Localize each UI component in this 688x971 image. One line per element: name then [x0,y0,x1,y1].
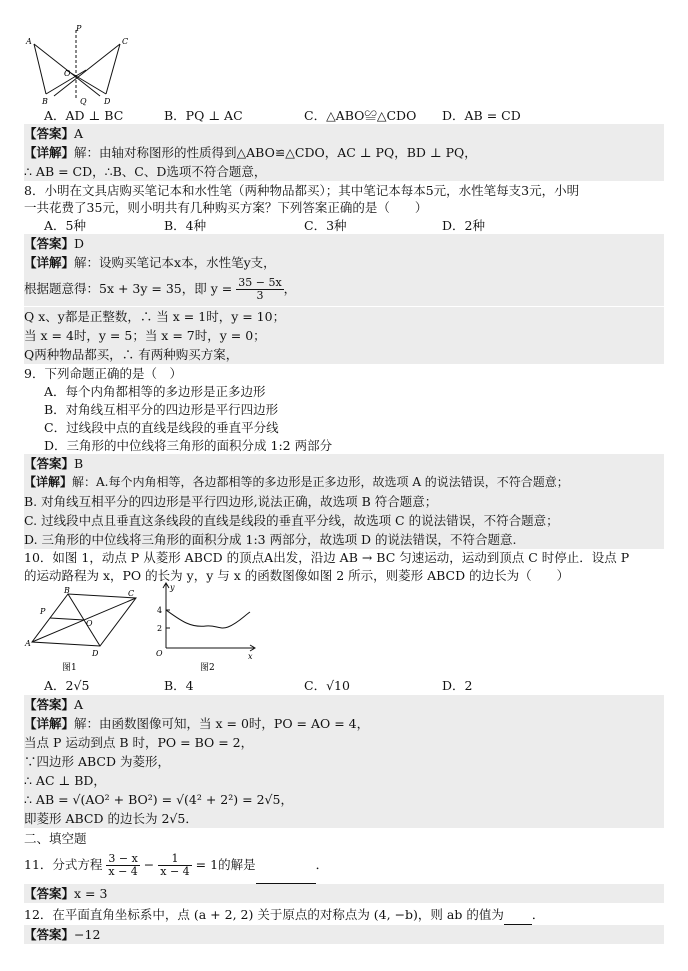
q7-label-B: B [42,97,48,106]
q9-option-d: D．三角形的中位线将三角形的面积分成 1:2 两部分 [44,438,333,453]
q7-label-O: O [64,69,71,78]
q8-option-d: D．2种 [442,218,485,233]
fig1-caption: 图1 [62,663,77,673]
q12-answer [24,925,664,944]
answer-label: 【答案】 [24,456,75,471]
answer-value: x = 3 [74,886,108,901]
fig2-axis-x: x [248,652,253,661]
q12-stem-text: 12．在平面直角坐标系中，点 (a + 2, 2) 关于原点的对称点为 (4, −b)，则 ab 的值为 [24,907,504,922]
fig1-label-D: D [92,649,99,658]
q9-detail-2: B. 对角线互相平分的四边形是平行四边形,说法正确，故选项 B 符合题意； [24,492,664,511]
detail-text: 解：设购买笔记本x本，水性笔y支， [74,255,276,270]
q10-option-d: D．2 [442,678,473,693]
q7-figure [24,24,144,106]
q10-detail-4: ∴ AC ⊥ BD， [24,771,664,790]
minus-sign: − [143,857,155,872]
q11-stem-text: = 1的解是 [195,857,256,872]
detail-label: 【详解】 [24,716,75,731]
q8-detail-2 [24,272,664,306]
q9-detail-3: C. 过线段中点且垂直这条线段的直线是线段的垂直平分线，故选项 C 的说法错误，不符合题意； [24,511,664,530]
q8-stem-1: 8．小明在文具店购买笔记本和水性笔（两种物品都买）；其中笔记本每本5元，水性笔每支3元，小明 [24,183,580,198]
fraction [236,277,283,302]
q7-detail-2: ∴ AB = CD，∴B、C、D选项不符合题意， [24,162,664,181]
section-heading: 二、填空题 [24,831,87,846]
q8-stem-2: 一共花费了35元，则小明共有几种购买方案？下列答案正确的是（ ） [24,200,428,215]
fraction-denominator: 3 [256,289,264,302]
q10-detail-1 [24,714,664,733]
fraction-numerator: 3 − x [108,852,138,865]
fig1-label-O: O [86,619,93,628]
q11-fraction-2 [158,853,191,878]
fig2-tick-2: 2 [157,624,163,633]
q7-option-c: C．△ABO≌△CDO [304,108,417,123]
q9-detail-4: D. 三角形的中位线将三角形的面积分成 1:3 两部分，故选项 D 的说法错误，不符合题意. [24,530,664,549]
answer-label: 【答案】 [24,126,75,141]
q7-label-C: C [122,37,129,46]
q12-stem-end: ． [531,907,545,922]
fig1-label-C: C [128,589,135,598]
q8-answer [24,234,664,253]
q10-detail-3: ∵四边形 ABCD 为菱形， [24,752,664,771]
fig1-label-A: A [25,639,31,648]
q11-stem [24,847,328,883]
q8-detail-3: Q x、y都是正整数，∴ 当 x = 1时，y = 10； [24,307,664,326]
q10-stem-2: 的运动路程为 x，PO 的长为 y，y 与 x 的函数图像如图 2 所示，则菱形 ABCD 的边长为（ ） [24,568,570,583]
q7-label-P: P [76,24,82,33]
q10-stem-1: 10．如图 1，动点 P 从菱形 ABCD 的顶点A出发，沿边 AB → BC 匀速运动，运动到顶点 C 时停止．设点 P [24,550,630,565]
q9-option-c: C．过线段中点的直线是线段的垂直平分线 [44,420,279,435]
fig2-tick-4: 4 [157,606,163,615]
q9-option-b: B．对角线互相平分的四边形是平行四边形 [44,402,279,417]
q8-option-b: B．4种 [164,218,207,233]
answer-label: 【答案】 [24,927,75,942]
q7-option-b: B．PQ ⊥ AC [164,108,243,123]
q7-answer [24,124,664,143]
q10-option-c: C．√10 [304,678,350,693]
fig1-label-B: B [64,586,70,595]
answer-blank [256,847,316,884]
fraction-numerator: 35 − 5x [238,276,282,289]
q10-figure-1 [24,584,154,676]
q10-answer [24,695,664,714]
q11-stem-text: 11．分式方程 [24,857,103,872]
fig2-origin: O [156,649,163,658]
q8-option-c: C．3种 [304,218,347,233]
detail-label: 【详解】 [24,475,73,489]
q9-option-a: A．每个内角都相等的多边形是正多边形 [44,384,266,399]
q7-detail-1 [24,143,664,162]
answer-value: B [74,456,84,471]
q9-answer [24,454,664,473]
q8-detail-4: 当 x = 4时，y = 5；当 x = 7时，y = 0； [24,326,664,345]
q11-stem-end: ． [315,857,329,872]
detail-text: ， [283,281,297,296]
answer-label: 【答案】 [24,236,75,251]
fraction-numerator: 1 [158,853,191,866]
answer-value: D [74,236,85,251]
detail-label: 【详解】 [24,255,75,270]
answer-label: 【答案】 [24,886,75,901]
q12-stem [24,905,544,925]
detail-text: 解：由轴对称图形的性质得到△ABO≌△CDO，AC ⊥ PQ，BD ⊥ PQ， [74,145,477,160]
answer-value: A [74,697,84,712]
detail-text: 解：A.每个内角相等，各边都相等的多边形是正多边形，故选项 A 的说法错误，不符合题意； [72,475,569,489]
q7-option-d: D．AB = CD [442,108,521,123]
q7-label-A: A [26,37,32,46]
answer-blank [504,905,532,925]
q11-fraction-1 [106,853,139,878]
q8-option-a: A．5种 [44,218,86,233]
q9-stem: 9．下列命题正确的是（ ） [24,366,182,381]
q10-detail-6: 即菱形 ABCD 的边长为 2√5． [24,809,664,828]
q8-detail-5: Q两种物品都买，∴ 有两种购买方案， [24,345,664,364]
q9-detail-1 [24,473,664,492]
q10-figure-2 [150,580,260,676]
q8-detail-1 [24,253,664,272]
fraction-denominator: x − 4 [160,865,190,878]
q10-detail-2: 当点 P 运动到点 B 时，PO = BO = 2， [24,733,664,752]
answer-label: 【答案】 [24,697,75,712]
detail-text: 解：由函数图像可知，当 x = 0时，PO = AO = 4， [74,716,370,731]
q10-detail-5: ∴ AB = √(AO² + BO²) = √(4² + 2²) = 2√5， [24,790,664,809]
fraction-denominator: x − 4 [108,865,138,878]
q10-option-a: A．2√5 [44,678,90,693]
answer-value: A [74,126,84,141]
q11-answer [24,884,664,903]
q10-option-b: B．4 [164,678,194,693]
fig2-axis-y: y [170,583,175,592]
fig1-label-P: P [40,607,46,616]
detail-label: 【详解】 [24,145,75,160]
detail-text: 根据题意得：5x + 3y = 35，即 y = [24,281,233,296]
q7-label-Q: Q [80,97,87,106]
fig2-caption: 图2 [200,663,215,673]
q7-label-D: D [104,97,111,106]
q7-option-a: A．AD ⊥ BC [44,108,124,123]
answer-value: −12 [74,927,101,942]
